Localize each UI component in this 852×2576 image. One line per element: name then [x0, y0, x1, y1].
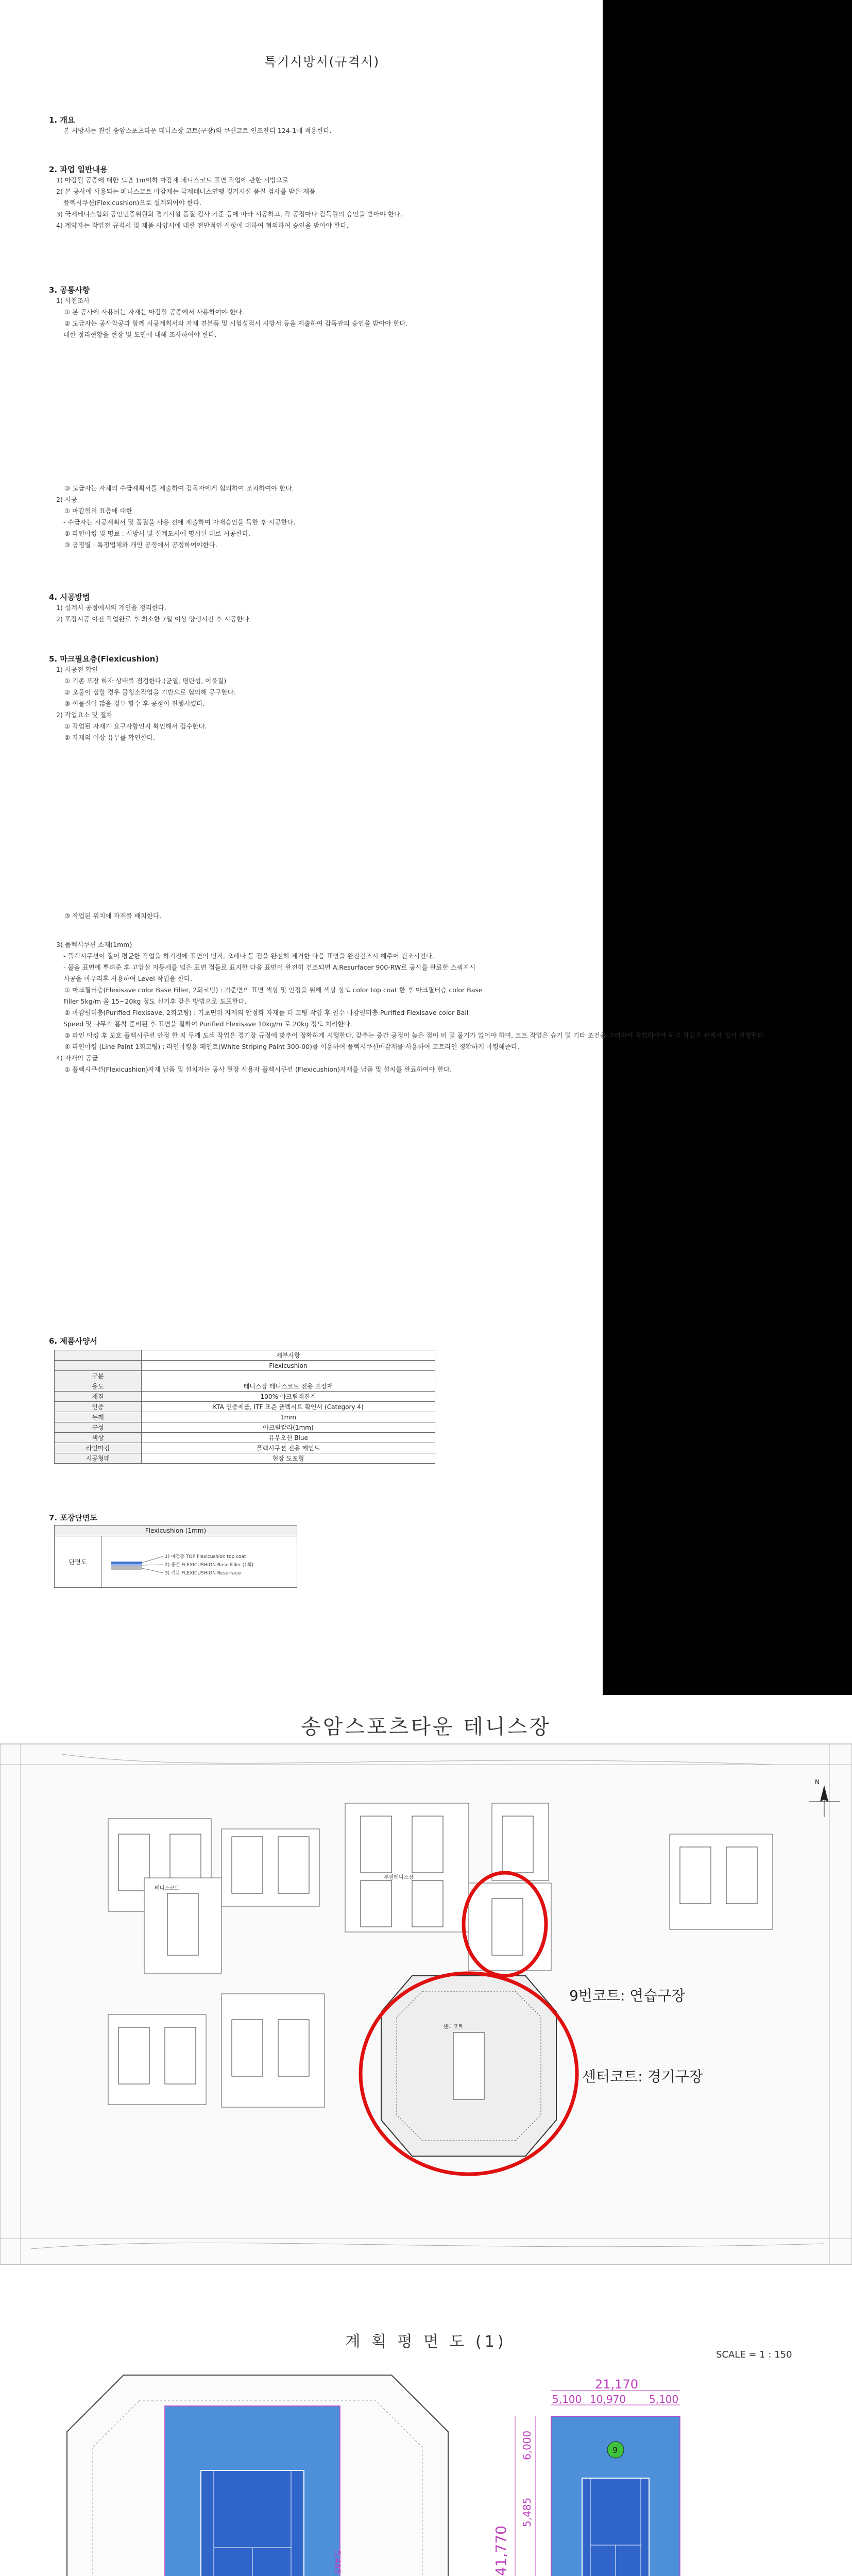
court-block-8: [108, 2014, 206, 2105]
spec-value: 현장 도포형: [142, 1453, 435, 1464]
layer-legend-1: 1) 마감층 TOP Flexicushion top coat: [165, 1554, 246, 1560]
section-line: ③ 도급자는 자체의 수급계획서를 제출하여 감독자에게 협의하여 조치하여야 한다.: [64, 484, 294, 492]
black-side-panel: [603, 0, 852, 1695]
section-line: 4) 계약자는 작업전 규격서 및 제품 사양서에 대한 전반적인 사항에 대하여 협의하여 승인을 받아야 한다.: [56, 222, 349, 229]
spec-row: [55, 1433, 435, 1443]
center-court-plan: [62, 2370, 453, 2576]
spec-value: 1mm: [142, 1412, 435, 1422]
site-plan-drawing: [0, 1744, 852, 2264]
section-line: ② 마감필터층(Purified Flexisave, 2회코팅) : 기초면위 자재의 안정화 자재를 더 코팅 작업 후 필수 마감필터층 Purified Flexisave color Ball: [64, 1009, 469, 1016]
court-block-4: [345, 1803, 469, 1932]
spec-value: 아크릴칼라(1mm): [142, 1422, 435, 1433]
section-line: - 플렉시쿠션이 질이 평균한 작업을 하기전에 표면의 먼지, 오폐나 등 점을 완전히 제거한 다음 표면을 완전건조시 해주어 건조시킨다.: [63, 952, 434, 960]
document-title: 특기시방서(규격서): [264, 55, 380, 69]
spec-header-cell: 세부사항: [142, 1350, 435, 1361]
court-block-3: [221, 1829, 319, 1906]
section-line: 2) 시공: [56, 496, 77, 503]
spec-label: 시공형태: [55, 1453, 142, 1464]
dim-right-total-w: 21,170: [595, 2377, 638, 2392]
spec-row: [55, 1422, 435, 1433]
dim-right-h1: 6,000: [521, 2430, 533, 2460]
dim-right-h2: 5,485: [521, 2497, 533, 2527]
court-label: 테니스코트: [155, 1886, 180, 1891]
spec-subheader-cell: Flexicushion: [142, 1361, 435, 1371]
section-line: ① 작업된 자재가 요구사항인지 확인해서 검수한다.: [64, 722, 207, 730]
spec-value: 유우오션 Blue: [142, 1433, 435, 1443]
section-line: 2) 본 공사에 사용되는 페니스코트 마감재는 국제테니스연맹 경기시설 품질 검사를 받은 제품: [56, 188, 316, 195]
section-line: 시공을 마무리후 사용하여 Level 작업을 한다.: [63, 975, 193, 982]
spec-cell: [55, 1361, 142, 1371]
section-line: ③ 공정별 : 특정업체와 개인 공정에서 공정하여야한다.: [64, 541, 217, 549]
spec-row: [55, 1392, 435, 1402]
court-block-2: [144, 1878, 221, 1973]
floor-plan-title: 계 획 평 면 도 (1): [345, 2333, 507, 2351]
section-line: ③ 라인 마킹 후 보호 플렉시쿠션 안정 한 지 두께 도색 작업은 경기장 규정에 맞추어 정확하게 시행한다. 갖추는 중간 공정이 높은 점이 비 및 물기가 없어야 하며, 코트 작업은 습기 및 기타 조건을 고려하여 작업하여야 하고 작업은 관계자 없이 진행한다.: [64, 1031, 766, 1039]
layer-legend-3: 3) 기본 FLEXICUSHION Resurfacer: [165, 1571, 243, 1576]
spec-row: [55, 1371, 435, 1381]
section-line: ① 기존 포장 하자 상태를 점검한다.(균열, 평탄성, 이물질): [64, 677, 227, 685]
center-court-callout: 센터코트: 경기구장: [582, 2068, 703, 2085]
section-line: - 물을 표면에 뿌려준 후 고압살 자동세를 넓은 표면 점들로 표지한 다음 표면이 완전히 건조되면 A.Resurfacer 900-RW로 공사를 완료한 스쿼지시: [63, 963, 476, 971]
layer-heading: 7. 포장단면도: [49, 1513, 97, 1522]
section-line: 본 시방서는 관련 송암스포츠타운 테니스장 코트(구장)의 쿠션코트 인조잔디 124-1에 적용한다.: [63, 127, 332, 134]
spec-label: 색상: [55, 1433, 142, 1443]
court-label: 센터코트: [443, 2024, 463, 2030]
section-line: ③ 작업된 위치에 자재를 배치한다.: [64, 912, 162, 920]
layer-header: Flexicushion (1mm): [55, 1526, 297, 1536]
section-line: ③ 이물질이 많을 경우 함수 후 공정이 진행시켰다.: [64, 700, 205, 707]
section-line: 대한 정리현황을 현장 및 도면에 대해 조사하여야 한다.: [63, 331, 217, 338]
spec-header-row: [55, 1350, 435, 1361]
court9-plan: [492, 2377, 701, 2576]
spec-row: [55, 1412, 435, 1422]
spec-table: [54, 1350, 435, 1464]
section-line: ① 마크필터층(Flexisave color Base Filler, 2회코팅) : 기준면의 표면 색상 및 안정을 위해 색상 상도 color top coat 한 후 마크필터층 color Base: [64, 986, 483, 994]
court-block-9: [221, 1994, 325, 2107]
section-line: 1) 마감될 공종에 대한 도면 1m이하 마감재 페니스코트 표면 작업에 관한 시방으로: [56, 176, 288, 184]
spec-label: 재질: [55, 1392, 142, 1402]
site-plan-title: 송암스포츠타운 테니스장: [301, 1715, 551, 1739]
section-heading: 4. 시공방법: [49, 592, 90, 602]
section-line: 1) 사전조사: [56, 297, 90, 304]
spec-row: [55, 1402, 435, 1412]
dim-right-w2: 10,970: [590, 2393, 626, 2405]
center-court-stadium: [381, 1976, 556, 2156]
spec-label: 인증: [55, 1402, 142, 1412]
spec-label: 구성: [55, 1422, 142, 1433]
spec-label: 라인마킹: [55, 1443, 142, 1453]
section-line: Filler 5kg/m 을 15~20kg 정도 신기후 같은 방법으로 도포한다.: [63, 997, 247, 1005]
section-line: 4) 자재의 공급: [56, 1054, 98, 1062]
court-block-7: [670, 1834, 773, 1929]
spec-row: [55, 1381, 435, 1392]
dim-right-total-h: 41,770: [492, 2526, 509, 2576]
spec-label: 용도: [55, 1381, 142, 1392]
spec-row: [55, 1443, 435, 1453]
section-line: ② 자재의 이상 유무를 확인한다.: [64, 734, 155, 741]
spec-heading: 6. 제품사양서: [49, 1336, 97, 1346]
spec-row: [55, 1453, 435, 1464]
section-line: 1) 설계서 공정에서의 개인을 정리한다.: [56, 604, 166, 612]
layer-legend-2: 2) 중간 FLEXICUSHION Base Filler (1회): [165, 1563, 254, 1568]
spec-cell: [55, 1350, 142, 1361]
spec-label: 두께: [55, 1412, 142, 1422]
dim-left-h1: 5,485: [333, 2550, 343, 2574]
section-line: ② 라인마킹 및 명료 : 시방서 및 설계도서에 명시된 대로 시공한다.: [64, 530, 251, 537]
section-line: ① 본 공사에 사용되는 자재는 마감할 공종에서 사용하여야 한다.: [64, 308, 244, 316]
court9-callout: 9번코트: 연습구장: [569, 1987, 686, 2004]
section-line: 3) 플렉시쿠션 소재(1mm): [56, 941, 132, 948]
section-heading: 1. 개요: [49, 115, 75, 125]
dim-right-w3: 5,100: [649, 2393, 679, 2405]
spec-value: [142, 1371, 435, 1381]
section-line: Speed 및 나무가 흡착 준비된 후 표면을 칠하여 Purified Flexisave 10kg/m 로 20kg 정도 처리한다.: [63, 1020, 352, 1028]
dim-right-w1: 5,100: [552, 2393, 582, 2405]
plan-scale: SCALE = 1 : 150: [716, 2349, 792, 2360]
north-label: N: [815, 1778, 820, 1786]
section-line: - 수급자는 시공계획서 및 품질을 사용 전에 제출하여 자재승인을 득한 후 시공한다.: [63, 518, 296, 526]
section-line: ④ 라인마킹 (Line Paint 1회코팅) : 라인마킹용 페인트(White Striping Paint 300-00)를 이용하여 플렉시쿠션마감재를 사용하여 코트라인 정확하게 마킹해준다.: [64, 1043, 520, 1050]
court-number: 9: [612, 2445, 618, 2455]
section-line: ② 오물이 심할 경우 물청소작업을 기반으로 협의해 공구한다.: [64, 688, 236, 696]
layer-row-label: 단면도: [55, 1536, 101, 1587]
spec-value: 플렉시쿠션 전용 페인트: [142, 1443, 435, 1453]
section-line: 2) 포장시공 이전 작업완료 후 최소한 7일 이상 양생시킨 후 시공한다.: [56, 615, 251, 623]
spec-label: 구분: [55, 1371, 142, 1381]
section-heading: 5. 마크필요층(Flexicushion): [49, 654, 159, 664]
section-line: ① 마감될의 표층에 대한: [64, 507, 132, 515]
section-heading: 3. 공통사항: [49, 285, 90, 295]
section-line: 2) 작업요소 및 절차: [56, 711, 113, 719]
section-line: ② 도급자는 공사착공과 함께 시공계획서와 자재 견본품 및 시험성적서 시방서 등을 제출하여 감독관의 승인을 받아야 한다.: [64, 319, 408, 327]
spec-value: 테니스장 테니스코트 전용 포장재: [142, 1381, 435, 1392]
section-line: 1) 시공전 확인: [56, 666, 98, 673]
layer-section-drawing: [106, 1541, 292, 1582]
section-line: 3) 국제테니스협회 공인인증위원회 경기시설 품질 검사 기준 등에 따라 시공하고, 각 공정마다 감독원의 승인을 받아야 한다.: [56, 210, 403, 218]
spec-value: KTA 인증제품, ITF 표준 플렉시트 확인서 (Category 4): [142, 1402, 435, 1412]
court-block-5: [492, 1803, 549, 1880]
layer-table: [54, 1525, 297, 1588]
court-label: 부설테니스장: [384, 1875, 414, 1880]
spec-subheader-row: [55, 1361, 435, 1371]
section-heading: 2. 과업 일반내용: [49, 165, 108, 174]
section-line: ① 플렉시쿠션(Flexicushion)자재 납품 및 설치자는 공사 현장 사용자 플렉시쿠션 (Flexicushion)자재를 납품 및 설치를 완료하여야 한다.: [64, 1065, 452, 1073]
spec-value: 100% 아크릴레진계: [142, 1392, 435, 1402]
section-line: 플렉시쿠션(Flexicushion)으로 설계되어야 한다.: [63, 199, 202, 207]
